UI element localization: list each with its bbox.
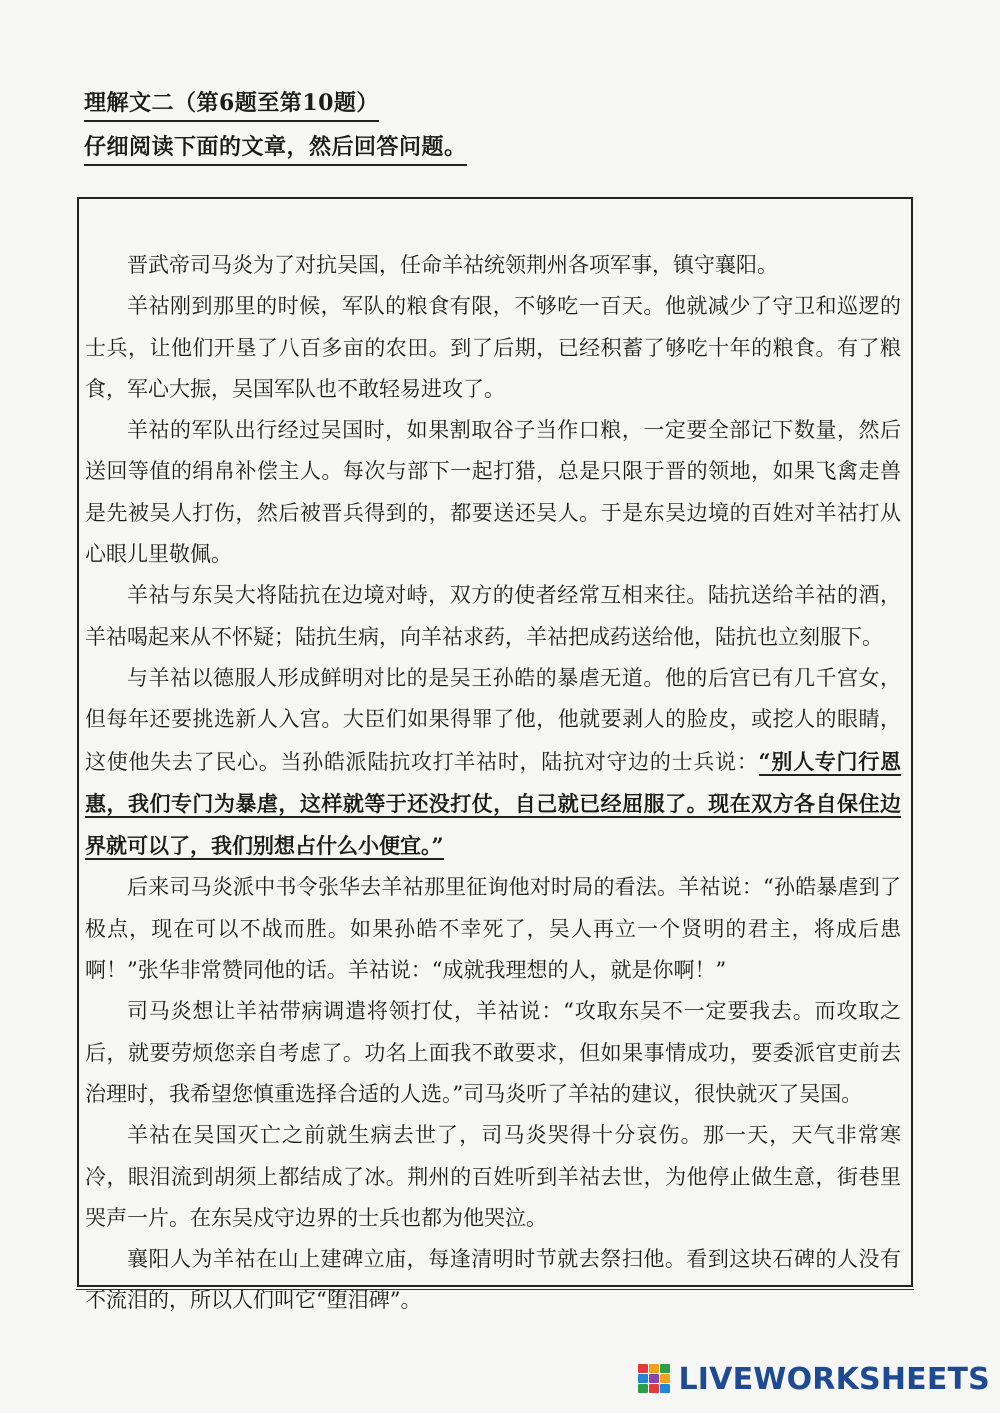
brand-name: LIVEWORKSHEETS: [678, 1361, 990, 1397]
liveworksheets-brand[interactable]: [638, 1359, 990, 1399]
logo-tile: [660, 1374, 670, 1383]
passage-paragraph-2: 羊祜刚到那里的时候，军队的粮食有限，不够吃一百天。他就减少了守卫和巡逻的士兵，让他们开垦了八百多亩的农田。到了后期，已经积蓄了够吃十年的粮食。有了粮食，军心大振，吴国军队也不敢轻易进攻了。: [85, 294, 901, 401]
logo-tile: [660, 1384, 670, 1393]
logo-tile: [660, 1364, 670, 1373]
passage-box: [77, 197, 913, 1313]
passage-paragraph-8: 羊祜在吴国灭亡之前就生病去世了，司马炎哭得十分哀伤。那一天，天气非常寒冷，眼泪流到胡须上都结成了冰。荆州的百姓听到羊祜去世，为他停止做生意，街巷里哭声一片。在东吴戍守边界的士兵也都为他哭泣。: [85, 1123, 901, 1230]
passage-paragraph-3: 羊祜的军队出行经过吴国时，如果割取谷子当作口粮，一定要全部记下数量，然后送回等值的绢帛补偿主人。每次与部下一起打猎，总是只限于晋的领地，如果飞禽走兽是先被吴人打伤，然后被晋兵得到的，都要送还吴人。于是东吴边境的百姓对羊祜打从心眼儿里敬佩。: [85, 418, 901, 567]
passage-paragraph-4: 羊祜与东吴大将陆抗在边境对峙，双方的使者经常互相来往。陆抗送给羊祜的酒，羊祜喝起来从不怀疑；陆抗生病，向羊祜求药，羊祜把成药送给他，陆抗也立刻服下。: [85, 583, 901, 649]
logo-tile: [649, 1374, 659, 1383]
logo-tile: [638, 1364, 648, 1373]
passage-paragraph-5: [85, 658, 901, 867]
logo-tile: [638, 1384, 648, 1393]
liveworksheets-logo-icon: [638, 1364, 672, 1394]
section-title: 理解文二（第6题至第10题）: [84, 88, 379, 122]
section-header: [84, 88, 784, 166]
passage-paragraph-9: 襄阳人为羊祜在山上建碑立庙，每逢清明时节就去祭扫他。看到这块石碑的人没有不流泪的，所以人们叫它“堕泪碑”。: [85, 1247, 901, 1313]
reading-passage: [85, 245, 901, 1322]
passage-paragraph-6: 后来司马炎派中书令张华去羊祜那里征询他对时局的看法。羊祜说：“孙皓暴虐到了极点，现在可以不战而胜。如果孙皓不幸死了，吴人再立一个贤明的君主，将成后患啊！”张华非常赞同他的话。羊祜说：“成就我理想的人，就是你啊！”: [85, 875, 901, 983]
logo-tile: [649, 1364, 659, 1373]
instruction-text: 仔细阅读下面的文章，然后回答问题。: [84, 132, 467, 166]
logo-tile: [638, 1374, 648, 1383]
logo-tile: [649, 1384, 659, 1393]
underlined-quote: “别人专门行恩惠，我们专门为暴虐，这样就等于还没打仗，自己就已经屈服了。现在双方各自保住边界就可以了，我们别想占什么小便宜。”: [85, 748, 901, 859]
paragraph-5-text: 与羊祜以德服人形成鲜明对比的是吴王孙皓的暴虐无道。他的后宫已有几千宫女，但每年还要挑选新人入宫。大臣们如果得罪了他，他就要剥人的脸皮，或挖人的眼睛，这使他失去了民心。当孙皓派陆抗攻打羊祜时，陆抗对守边的士兵说：: [85, 665, 901, 774]
passage-paragraph-7: 司马炎想让羊祜带病调遣将领打仗，羊祜说：“攻取东吴不一定要我去。而攻取之后，就要劳烦您亲自考虑了。功名上面我不敢要求，但如果事情成功，要委派官吏前去治理时，我希望您慎重选择合适的人选。”司马炎听了羊祜的建议，很快就灭了吴国。: [85, 999, 901, 1106]
passage-paragraph-1: 晋武帝司马炎为了对抗吴国，任命羊祜统领荆州各项军事，镇守襄阳。: [127, 253, 778, 277]
